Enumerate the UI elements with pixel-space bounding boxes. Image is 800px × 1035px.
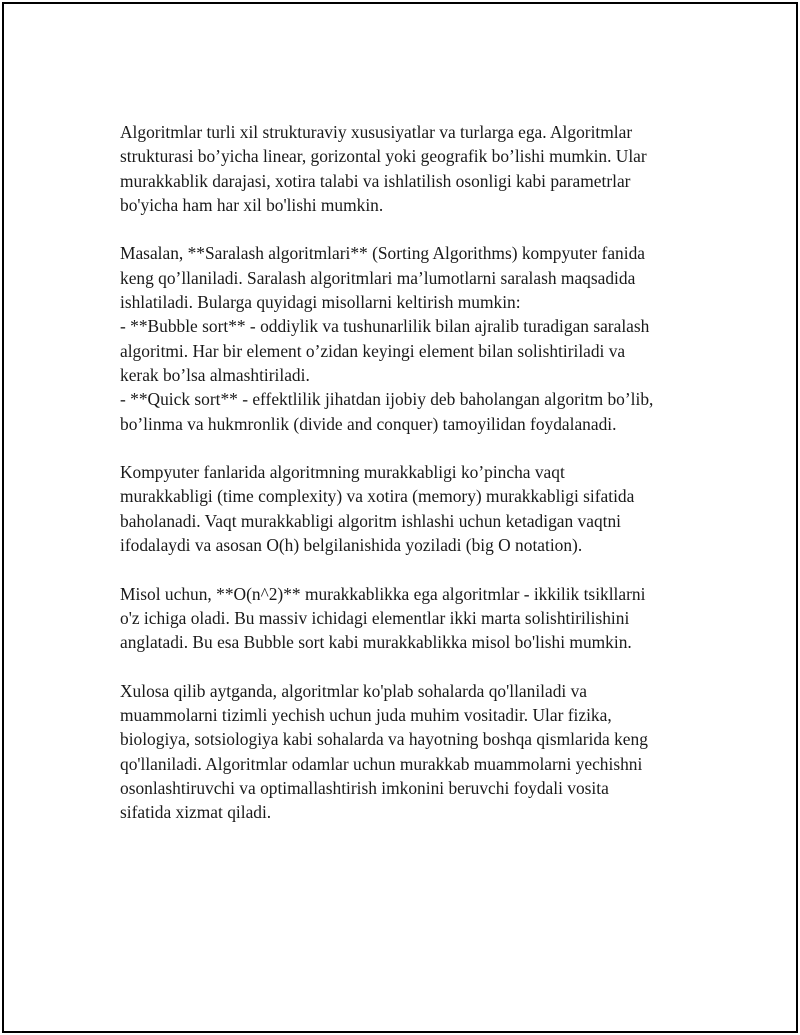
document-body <box>120 120 695 849</box>
paragraph-conclusion <box>120 679 695 825</box>
paragraph-complexity <box>120 460 695 557</box>
text-line: o'z ichiga oladi. Bu massiv ichidagi elementlar ikki marta solishtirilishini <box>120 607 630 628</box>
text-line: Algoritmlar turli xil strukturaviy xususiyatlar va turlarga ega. Algoritmlar <box>120 122 633 142</box>
text-line: algoritmi. Har bir element o’zidan keyingi element bilan solishtiriladi va <box>120 340 626 361</box>
text-line: keng qo’llaniladi. Saralash algoritmlari ma’lumotlarni saralash maqsadida <box>120 267 636 288</box>
paragraph-intro <box>120 120 695 217</box>
text-line: kerak bo’lsa almashtiriladi. <box>120 364 310 385</box>
text-line: murakkablik darajasi, xotira talabi va ishlatilish osonligi kabi parametrlar <box>120 170 631 191</box>
text-line: Kompyuter fanlarida algoritmning murakkabligi ko’pincha vaqt <box>120 462 565 483</box>
list-item-quick-sort: - **Quick sort** - effektlilik jihatdan ijobiy deb baholangan algoritm bo’lib, <box>120 389 654 410</box>
text-line: osonlashtiruvchi va optimallashtirish imkonini beruvchi foydali vosita <box>120 778 609 799</box>
text-line: Xulosa qilib aytganda, algoritmlar ko'plab sohalarda qo'llaniladi va <box>120 680 587 701</box>
text-line: bo'yicha ham har xil bo'lishi mumkin. <box>120 194 384 215</box>
text-line: ishlatiladi. Bularga quyidagi misollarni keltirish mumkin: <box>120 292 521 313</box>
text-line: biologiya, sotsiologiya kabi sohalarda va hayotning boshqa qismlarida keng <box>120 729 648 750</box>
text-line: strukturasi bo’yicha linear, gorizontal yoki geografik bo’lishi mumkin. Ular <box>120 146 647 167</box>
text-line: Masalan, **Saralash algoritmlari** (Sorting Algorithms) kompyuter fanida <box>120 243 645 264</box>
text-line: murakkabligi (time complexity) va xotira (memory) murakkabligi sifatida <box>120 486 635 507</box>
text-line: baholanadi. Vaqt murakkabligi algoritm ishlashi uchun ketadigan vaqtni <box>120 510 621 531</box>
paragraph-example <box>120 582 695 655</box>
list-item-bubble-sort: - **Bubble sort** - oddiylik va tushunarlilik bilan ajralib turadigan saralash <box>120 316 650 337</box>
text-line: ifodalaydi va asosan O(h) belgilanishida yoziladi (big O notation). <box>120 535 583 556</box>
text-line: anglatadi. Bu esa Bubble sort kabi murakkablikka misol bo'lishi mumkin. <box>120 632 632 653</box>
text-line: muammolarni tizimli yechish uchun juda muhim vositadir. Ular fizika, <box>120 705 612 726</box>
page-frame <box>2 2 798 1033</box>
paragraph-sorting-algorithms <box>120 241 695 435</box>
text-line: qo'llaniladi. Algoritmlar odamlar uchun murakkab muammolarni yechishni <box>120 753 643 774</box>
text-line: sifatida xizmat qiladi. <box>120 802 272 823</box>
text-line: bo’linma va hukmronlik (divide and conquer) tamoyilidan foydalanadi. <box>120 413 617 434</box>
text-line: Misol uchun, **O(n^2)** murakkablikka ega algoritmlar - ikkilik tsikllarni <box>120 583 646 604</box>
